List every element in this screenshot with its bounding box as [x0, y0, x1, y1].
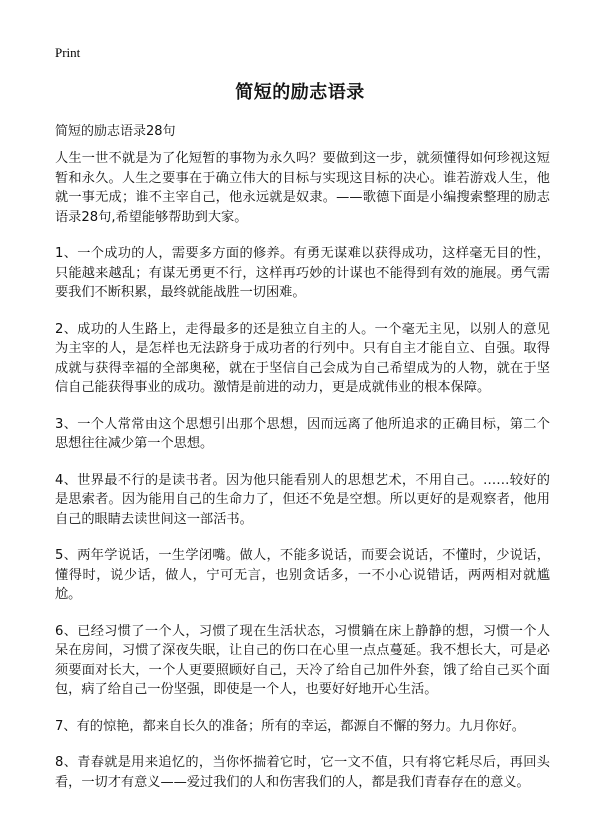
article-body	[55, 149, 550, 809]
quote-paragraph-3: 3、一个人常常由这个思想引出那个思想，因而远离了他所追求的正确目标，第二个思想往往减少第一个思想。	[55, 416, 550, 451]
page-title: 简短的励志语录	[235, 82, 365, 103]
quote-paragraph-8: 8、青春就是用来追忆的，当你怀揣着它时，它一文不值，只有将它耗尽后，再回头看，一切才有意义——爱过我们的人和伤害我们的人，都是我们青春存在的意义。	[55, 755, 550, 790]
quote-paragraph-2: 2、成功的人生路上，走得最多的还是独立自主的人。一个毫无主见，以别人的意见为主宰的人，是怎样也无法跻身于成功者的行列中。只有自主才能自立、自强。取得成就与获得幸福的全部奥秘，就在于坚信自己会成为自己希望成为的人物，就在于坚信自己能获得事业的成功。激情是前进的动力，更是成就伟业的根本保障。	[55, 321, 550, 395]
quote-paragraph-1: 1、一个成功的人，需要多方面的修养。有勇无谋难以获得成功，这样毫无目的性，只能越来越乱；有谋无勇更不行，这样再巧妙的计谋也不能得到有效的施展。勇气需要我们不断积累，最终就能战胜一切困难。	[55, 246, 550, 300]
quote-paragraph-5: 5、两年学说话，一生学闭嘴。做人，不能多说话，而要会说话，不懂时，少说话，懂得时，说少话，做人，宁可无言，也别贪话多，一不小心说错话，两两相对就尴尬。	[55, 548, 550, 602]
print-link[interactable]: Print	[55, 45, 81, 60]
quote-paragraph-4: 4、世界最不行的是读书者。因为他只能看别人的思想艺术，不用自己。……较好的是思索者。因为能用自己的生命力了，但还不免是空想。所以更好的是观察者，他用自己的眼睛去读世间这一部活书。	[55, 472, 550, 527]
quote-paragraph-6: 6、已经习惯了一个人，习惯了现在生活状态，习惯躺在床上静静的想，习惯一个人呆在房间，习惯了深夜失眠，让自己的伤口在心里一点点蔓延。我不想长大，可是必须要面对长大，一个人更要照顾好自己，天冷了给自己加件外套，饿了给自己买个面包，病了给自己一份坚强，即使是一个人，也要好好地开心生活。	[55, 623, 550, 697]
intro-paragraph: 人生一世不就是为了化短暂的事物为永久吗？要做到这一步，就须懂得如何珍视这短暂和永久。人生之要事在于确立伟大的目标与实现这目标的决心。谁若游戏人生，他就一事无成；谁不主宰自己，他永远就是奴隶。——歌德下面是小编搜索整理的励志语录28句,希望能够帮助到大家。	[55, 151, 550, 225]
article-subtitle: 简短的励志语录28句	[55, 124, 176, 139]
quote-paragraph-7: 7、有的惊艳，都来自长久的准备；所有的幸运，都源自不懈的努力。九月你好。	[55, 718, 525, 734]
